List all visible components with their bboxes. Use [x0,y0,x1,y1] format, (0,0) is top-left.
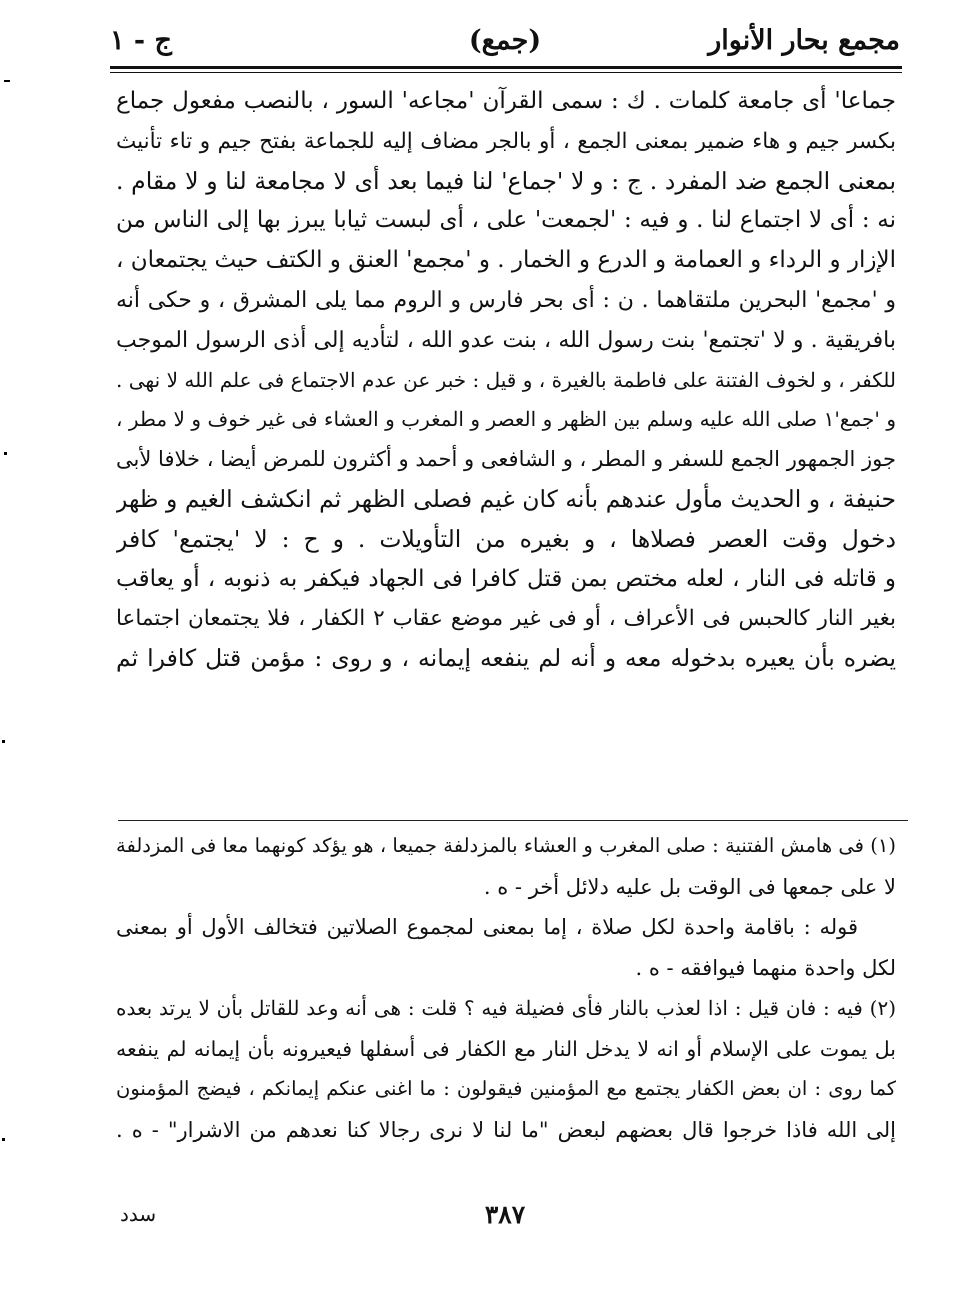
page-footer [110,1196,900,1236]
entry-word: (جمع) [468,25,542,56]
footnote-1-line: لا على جمعها فى الوقت بل عليه دلائل أخر - ه . [483,874,896,899]
header-rule-thick [110,66,902,69]
footnote-1-line: لكل واحدة منهما فيوافقه - ه . [635,955,896,980]
text-line: بمعنى الجمع ضد المفرد . ج : و لا 'جماع' لنا فيما بعد أى لا مجامعة لنا و لا مقام . [116,166,896,195]
text-line: للكفر ، و لخوف الفتنة على فاطمة بالغيرة ، و قيل : خبر عن عدم الاجتماع فى علم الله لا نهى . [116,367,896,392]
text-line: جماعا' أى جامعة كلمات . ك : سمى القرآن 'مجاعه' السور ، بالنصب مفعول جماع [116,88,896,114]
text-line: بكسر جيم و هاء ضمير بمعنى الجمع ، أو بالجر مضاف إليه للجماعة بفتح جيم و تاء تأنيث [116,128,896,154]
footnote-1-line: قوله : باقامة واحدة لكل صلاة ، إما بمعنى لمجموع الصلاتين فتخالف الأول أو بمعنى [116,915,858,939]
text-line: دخول وقت العصر فصلاها ، و بغيره من التأويلات . و ح : لا 'يجتمع' كافر [116,524,896,553]
header-rule-thin [110,72,902,73]
page-number: ٣٨٧ [484,1200,526,1229]
footnote-2-line: بل يموت على الإسلام أو انه لا يدخل النار مع الكفار فى أسفلها فيعيرونه بأن إيمانه لم ينفعه [116,1036,896,1061]
text-line: نه : أى لا اجتماع لنا . و فيه : 'لجمعت' على ، أى لبست ثيابا يبرز بها إلى الناس من [116,207,896,234]
page-header [110,18,900,64]
scan-speck [4,80,10,82]
text-line: و 'مجمع' البحرين ملتقاهما . ن : أى بحر فارس و الروم مما يلى المشرق ، و حكى أنه [116,287,896,313]
scan-speck [4,452,7,455]
signature-mark: سدد [120,1202,157,1226]
volume-label: ج - ١ [110,25,172,56]
footnote-2-line: كما روى : ان بعض الكفار يجتمع مع المؤمنين فيقولون : ما اغنى عنكم إيمانكم ، فيضج المؤمنون [116,1077,896,1100]
text-line: و قاتله فى النار ، لعله مختص بمن قتل كافرا فى الجهاد فيكفر به ذنوبه ، أو يعاقب [116,565,896,592]
text-line: بافريقية . و لا 'تجتمع' بنت رسول الله ، بنت عدو الله ، لتأديه إلى أذى الرسول الموجب [116,327,896,353]
footnote-rule [118,820,908,821]
text-line: بغير النار كالحبس فى الأعراف ، أو فى غير موضع عقاب ٢ الكفار ، فلا يجتمعان اجتماعا [116,606,896,632]
book-title: مجمع بحار الأنوار [708,25,900,56]
text-line: الإزار و الرداء و العمامة و الدرع و الخمار . و 'مجمع' العنق و الكتف حيث يجتمعان ، [116,247,896,274]
scan-speck [2,740,5,743]
text-line: حنيفة ، و الحديث مأول عندهم بأنه كان غيم فصلى الظهر ثم انكشف الغيم و ظهر [116,484,896,513]
text-line: و 'جمع'١ صلى الله عليه وسلم بين الظهر و العصر و المغرب و العشاء فى غير خوف و لا مطر ، [116,407,896,432]
footnote-2-line: إلى الله فاذا خرجوا قال بعضهم لبعض "ما لنا لا نرى رجالا كنا نعدهم من الاشرار" - ه . [116,1117,896,1142]
footnote-2-line: (٢) فيه : فان قيل : اذا لعذب بالنار فأى فضيلة فيه ؟ قلت : هى أنه وعد للقاتل بأن لا يرتد بعده [116,996,896,1020]
footnotes-block [116,826,896,1150]
footnote-1-line: (١) فى هامش الفتنية : صلى المغرب و العشاء بالمزدلفة جميعا ، هو يؤكد كونهما معا فى المزدلفة [116,834,896,857]
scan-speck [2,1138,5,1141]
main-text-block [116,82,896,679]
text-line: جوز الجمهور الجمع للسفر و المطر ، و الشافعى و أحمد و أكثرون للمرض أيضا ، خلافا لأبى [116,447,896,472]
text-line: يضره بأن يعيره بدخوله معه و أنه لم ينفعه إيمانه ، و روى : مؤمن قتل كافرا ثم [116,644,896,673]
